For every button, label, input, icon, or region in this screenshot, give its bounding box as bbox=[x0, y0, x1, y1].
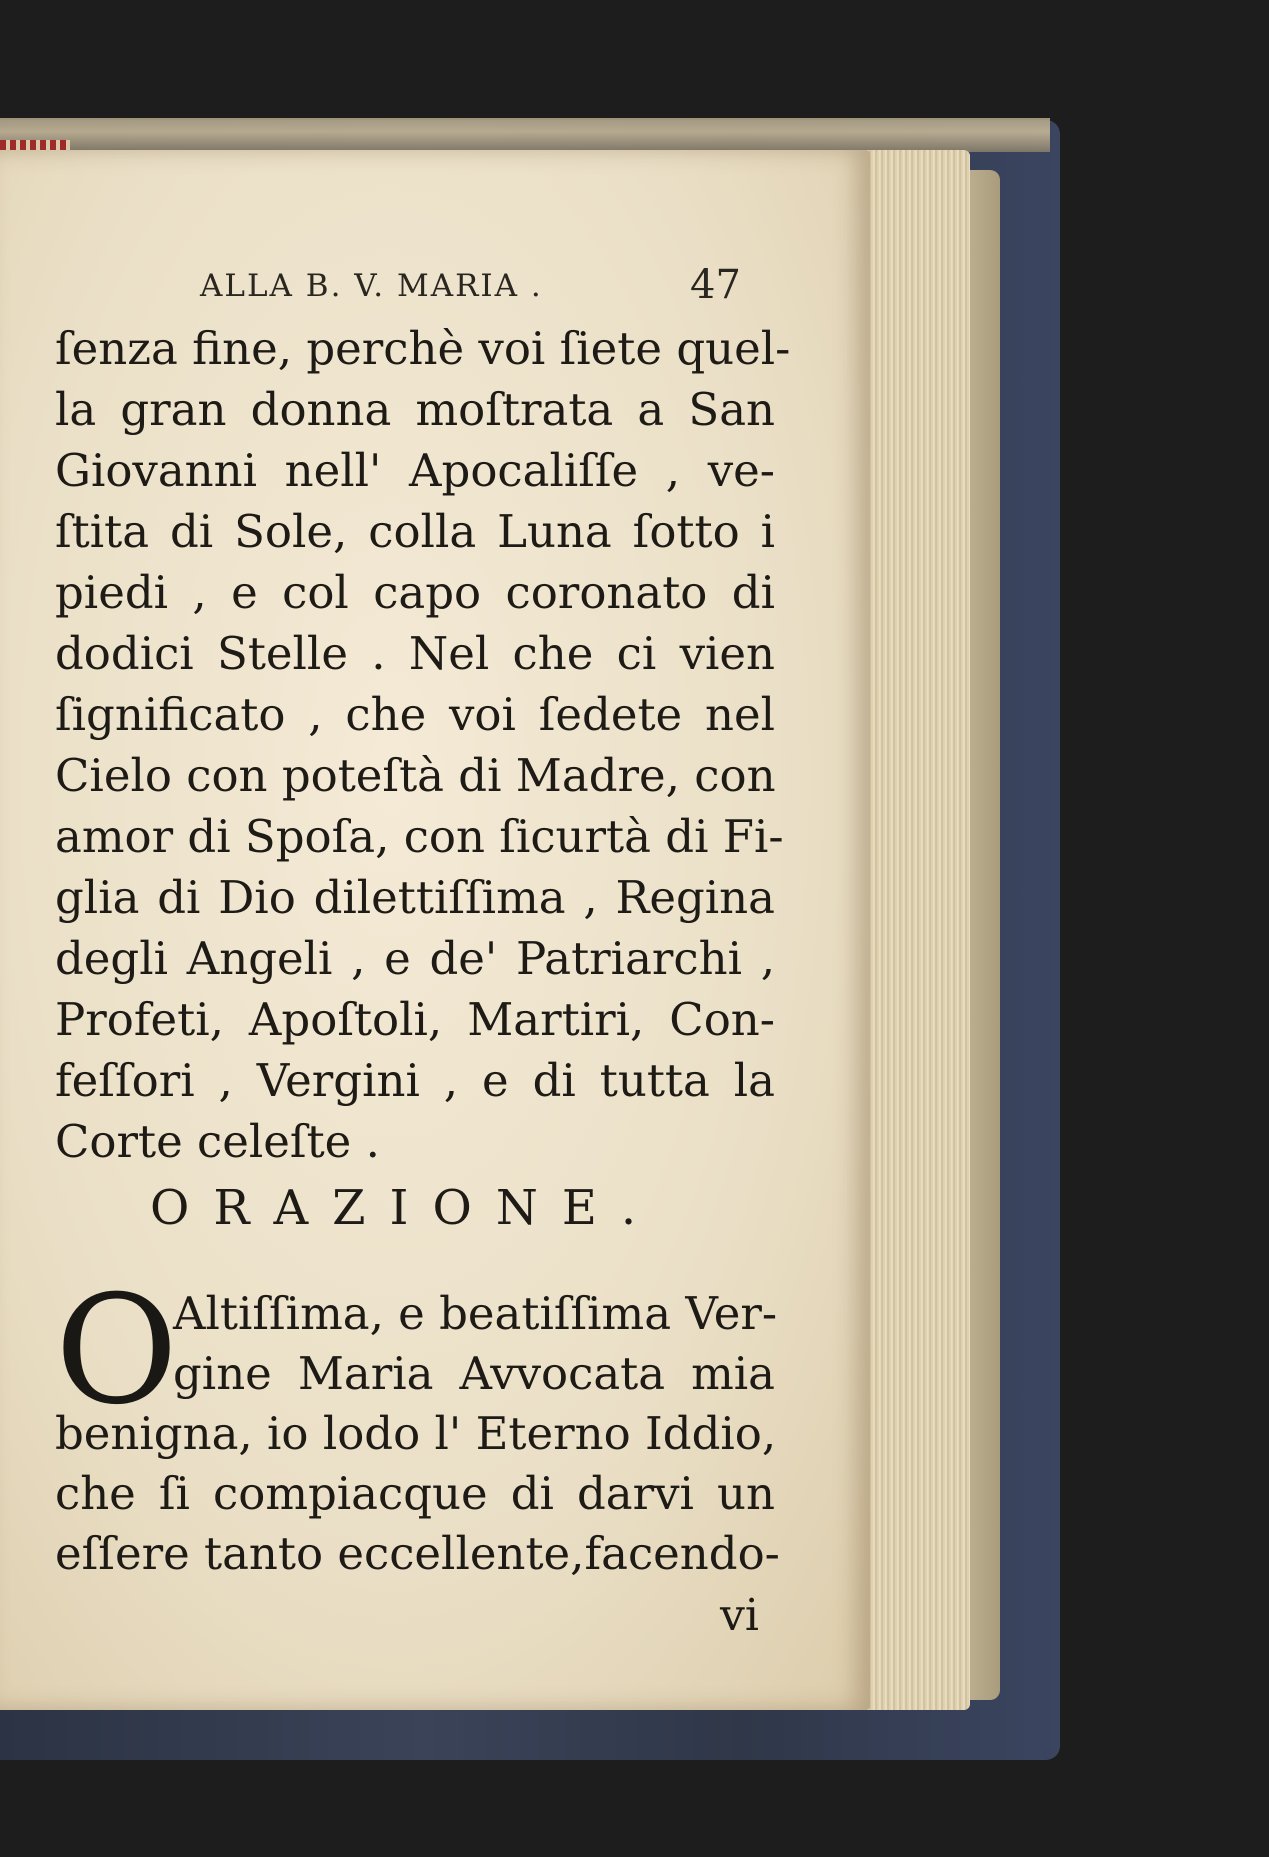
prayer-text bbox=[55, 1264, 780, 1584]
text-line: feſſori , Vergini , e di tutta la bbox=[55, 1054, 775, 1107]
drop-cap: O bbox=[55, 1264, 178, 1438]
catchword: vi bbox=[720, 1590, 759, 1641]
text-line: degli Angeli , e de' Patriarchi , bbox=[55, 932, 775, 985]
text-line: Corte celeſte . bbox=[55, 1115, 380, 1168]
cover-top-edge bbox=[0, 118, 1050, 152]
text-line: piedi , e col capo coronato di bbox=[55, 566, 775, 619]
body-text bbox=[55, 318, 791, 1172]
text-line: la gran donna moſtrata a San bbox=[55, 383, 775, 436]
text-line: benigna, io lodo l' Eterno Iddio, bbox=[55, 1407, 777, 1460]
text-line: ſignificato , che voi ſedete nel bbox=[55, 688, 775, 741]
section-heading: ORAZIONE. bbox=[150, 1180, 661, 1236]
page-edges bbox=[860, 150, 970, 1710]
text-line: che ſi compiacque di darvi un bbox=[55, 1467, 775, 1520]
text-line: glia di Dio dilettiſſima , Regina bbox=[55, 871, 775, 924]
running-head: ALLA B. V. MARIA . bbox=[200, 268, 543, 304]
text-line: ſtita di Sole, colla Luna ſotto i bbox=[55, 505, 775, 558]
text-line: Giovanni nell' Apocaliſſe , ve- bbox=[55, 444, 775, 497]
text-line: eſſere tanto eccellente,facendo- bbox=[55, 1527, 780, 1580]
text-line: Profeti, Apoſtoli, Martiri, Con- bbox=[55, 993, 775, 1046]
text-line: Cielo con poteſtà di Madre, con bbox=[55, 749, 776, 802]
text-line: gine Maria Avvocata mia bbox=[173, 1347, 775, 1400]
text-line: amor di Spoſa, con ſicurtà di Fi- bbox=[55, 810, 784, 863]
page-number: 47 bbox=[690, 262, 741, 308]
text-line: Altiſſima, e beatiſſima Ver- bbox=[173, 1287, 778, 1340]
text-line: dodici Stelle . Nel che ci vien bbox=[55, 627, 775, 680]
text-line: ſenza fine, perchè voi ſiete quel- bbox=[55, 322, 791, 375]
